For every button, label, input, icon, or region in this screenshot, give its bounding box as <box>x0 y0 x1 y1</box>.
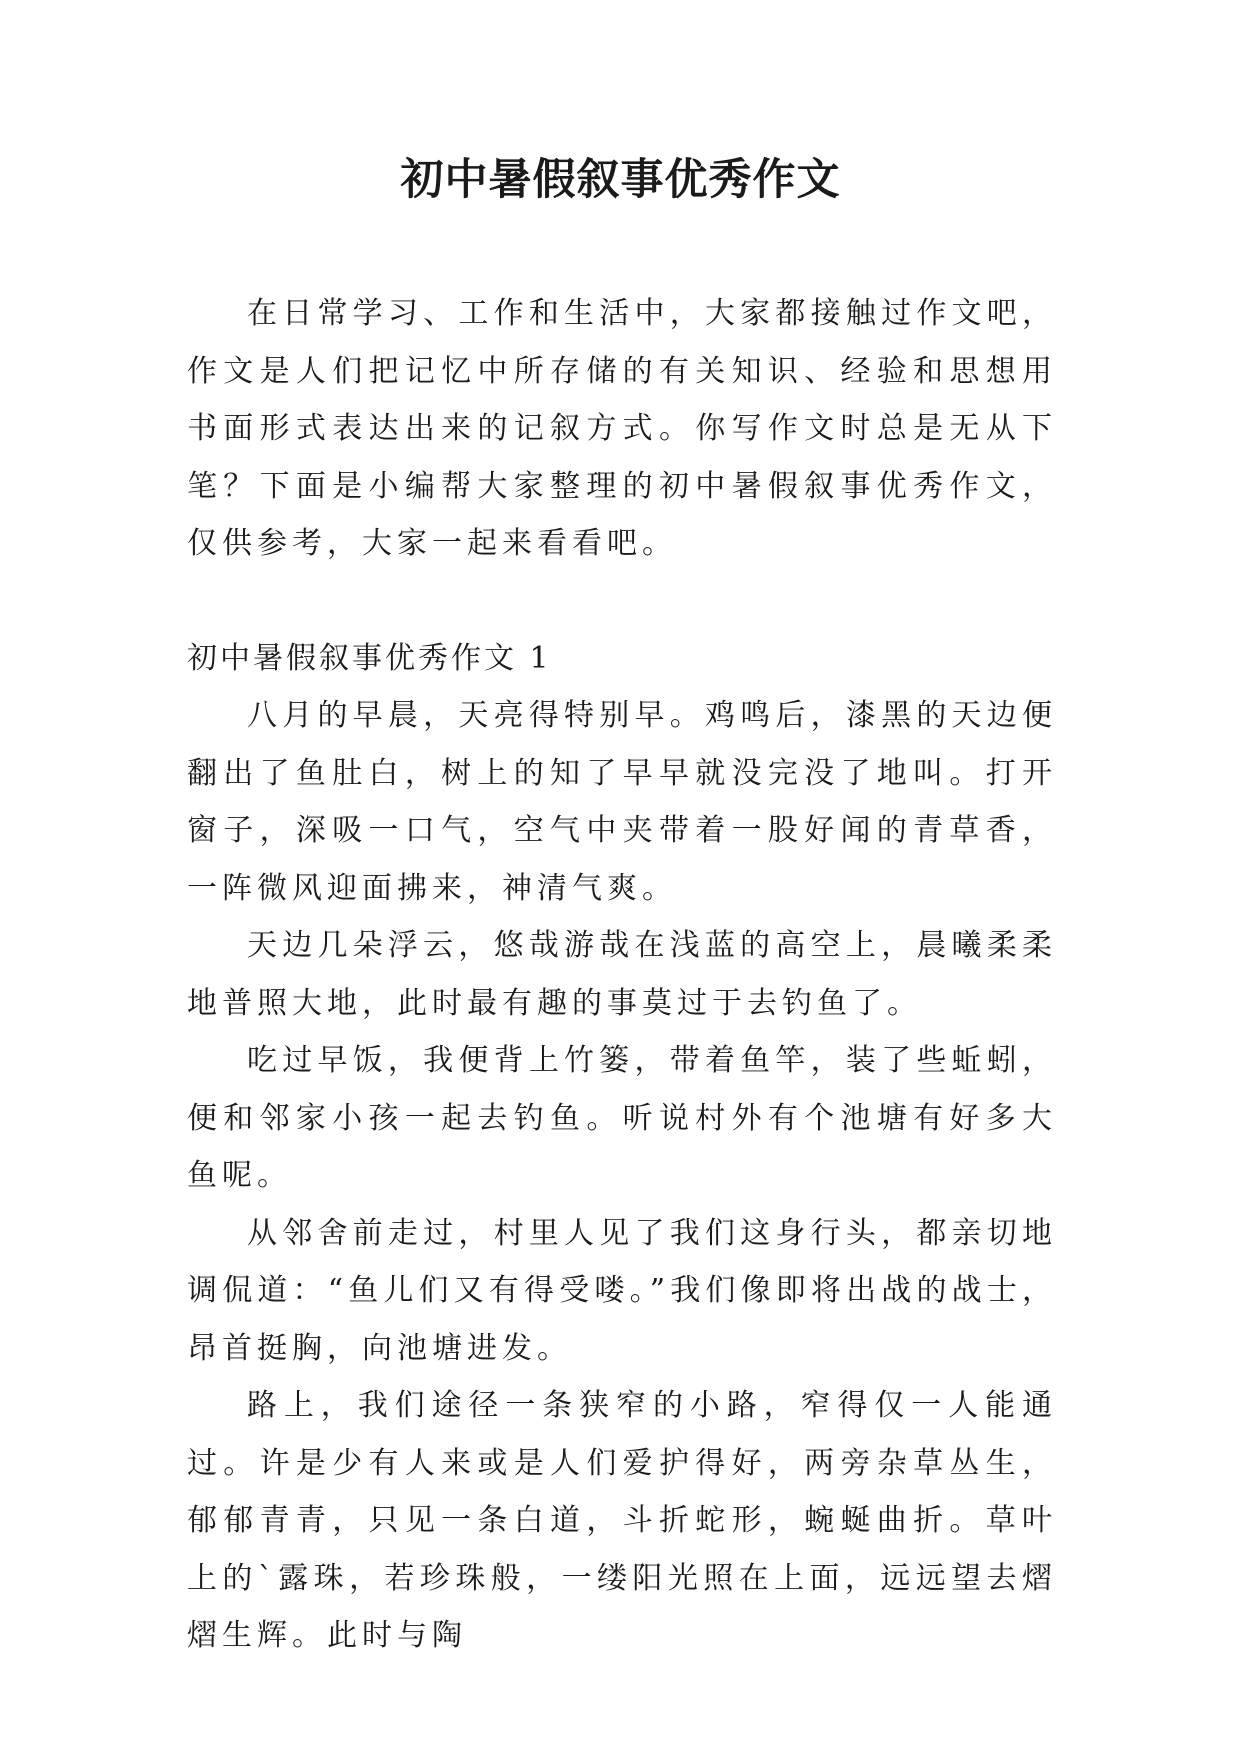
document-body <box>187 285 1057 1665</box>
body-paragraph: 天边几朵浮云，悠哉游哉在浅蓝的高空上，晨曦柔柔地普照大地，此时最有趣的事莫过于去钓鱼了。 <box>187 928 1057 1021</box>
body-paragraph: 从邻舍前走过，村里人见了我们这身行头，都亲切地调侃道：“鱼儿们又有得受喽。”我们像即将出战的战士，昂首挺胸，向池塘进发。 <box>187 1215 1057 1366</box>
body-paragraph: 路上，我们途径一条狭窄的小路，窄得仅一人能通过。许是少有人来或是人们爱护得好，两旁杂草丛生，郁郁青青，只见一条白道，斗折蛇形，蜿蜒曲折。草叶上的`露珠，若珍珠般，一缕阳光照在上面，远远望去熠熠生辉。此时与陶 <box>187 1388 1057 1653</box>
document-title: 初中暑假叙事优秀作文 <box>400 155 841 205</box>
body-paragraph: 八月的早晨，天亮得特别早。鸡鸣后，漆黑的天边便翻出了鱼肚白，树上的知了早早就没完没了地叫。打开窗子，深吸一口气，空气中夹带着一股好闻的青草香，一阵微风迎面拂来，神清气爽。 <box>187 698 1057 906</box>
section-heading: 初中暑假叙事优秀作文 1 <box>187 640 552 676</box>
body-paragraph: 吃过早饭，我便背上竹篓，带着鱼竿，装了些蚯蚓，便和邻家小孩一起去钓鱼。听说村外有个池塘有好多大鱼呢。 <box>187 1043 1057 1193</box>
intro-paragraph: 在日常学习、工作和生活中，大家都接触过作文吧，作文是人们把记忆中所存储的有关知识、经验和思想用书面形式表达出来的记叙方式。你写作文时总是无从下笔？下面是小编帮大家整理的初中暑假叙事优秀作文，仅供参考，大家一起来看看吧。 <box>187 296 1057 561</box>
